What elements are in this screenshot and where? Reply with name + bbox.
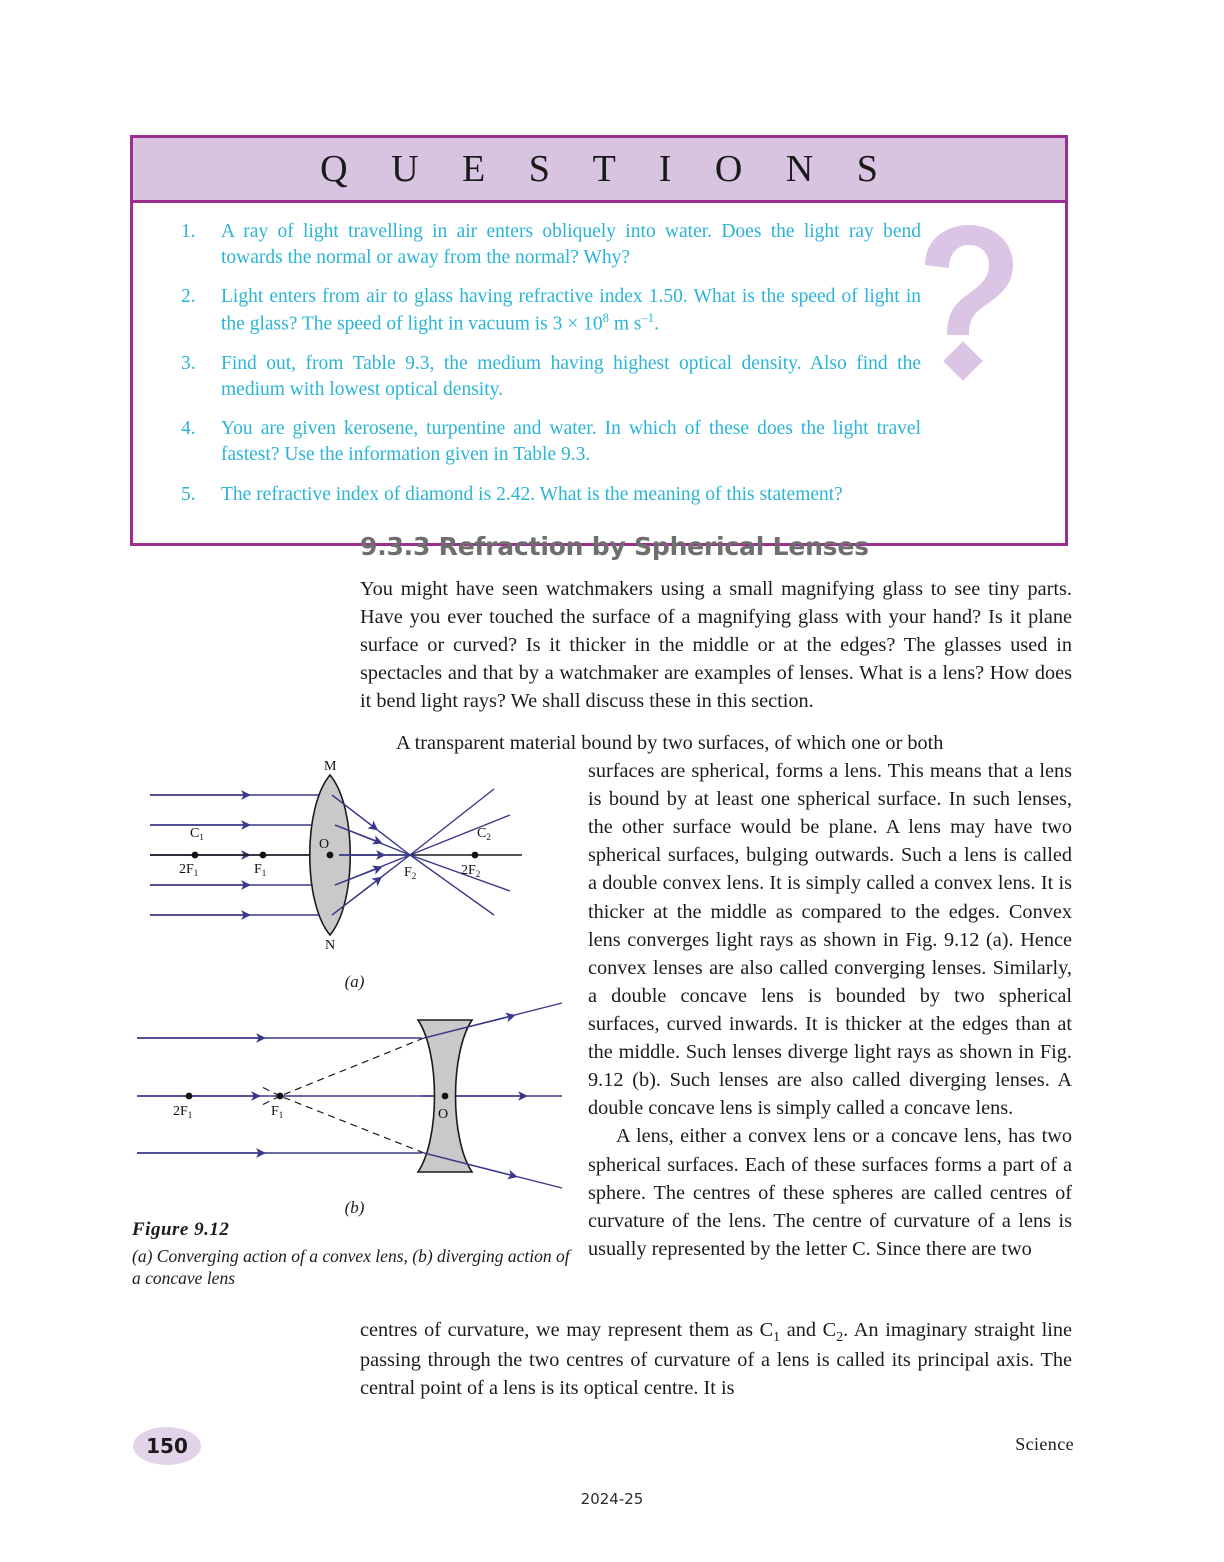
exponent: –1 bbox=[641, 311, 655, 326]
figure-9-12 bbox=[132, 757, 577, 1218]
label-O: O bbox=[319, 837, 330, 852]
question-text-part: m s bbox=[608, 313, 642, 335]
paragraph-lens-types: surfaces are spherical, forms a lens. This means that a lens is bound by at least one spherical surface. In such lenses, the other surface would be plane. A lens may have two spherical surfaces, bulging outwards. Such a lens is called a double convex lens. It is simply called a convex lens. It is thicker at the middle as compared to the edges. Convex lens converges light rays as shown in Fig. 9.12 (a). Hence convex lenses are also called converging lenses. Similarly, a double concave lens is bounded by two spherical surfaces, curved inwards. It is thicker at the edges than at the middle. Such lenses diverge light rays as shown in Fig. 9.12 (b). Such lenses are also called diverging lenses. A double concave lens is simply called a concave lens. bbox=[588, 760, 1072, 1120]
question-number: 5. bbox=[181, 483, 196, 505]
paragraph-principal-axis bbox=[360, 1316, 1072, 1402]
paragraph-intro: You might have seen watchmakers using a small magnifying glass to see tiny parts. Have you ever touched the surface of a magnifying glass with your hand? Is it plane surface or curved? Is it thicker in the middle or at the edges? The glasses used in spectacles and that by a watchmaker are examples of lenses. What is a lens? How does it bend light rays? We shall discuss these in this section. bbox=[360, 578, 1072, 713]
question-text: A ray of light travelling in air enters obliquely into water. Does the light ray bend towards the normal or away from the normal? Why? bbox=[221, 221, 921, 269]
page-number-badge: 150 bbox=[133, 1427, 201, 1465]
subscript: 1 bbox=[773, 1329, 781, 1345]
question-text: Find out, from Table 9.3, the medium having highest optical density. Also find the medium with lowest optical density. bbox=[221, 353, 921, 401]
figure-sublabel-b: (b) bbox=[344, 1198, 365, 1217]
questions-list bbox=[133, 203, 1065, 543]
paragraph-part: and C bbox=[780, 1319, 837, 1341]
figure-sublabel-a: (a) bbox=[344, 972, 365, 991]
label-F1: $F_1$ bbox=[271, 1104, 284, 1120]
question-item bbox=[159, 284, 1035, 338]
question-number: 3. bbox=[181, 353, 196, 374]
paragraph-part: centres of curvature, we may represent them as C bbox=[360, 1319, 774, 1341]
label-C1: $C_1$ bbox=[190, 826, 204, 842]
question-item bbox=[159, 351, 1035, 403]
question-text: The refractive index of diamond is 2.42. What is the meaning of this statement? bbox=[221, 483, 843, 505]
concave-lens-diagram bbox=[132, 998, 577, 1193]
figure-caption bbox=[132, 1218, 572, 1290]
label-2F1: $2F_1$ bbox=[173, 1104, 193, 1120]
question-item bbox=[159, 416, 1035, 468]
questions-header bbox=[133, 138, 1065, 203]
question-item bbox=[159, 219, 1035, 271]
subscript: 2 bbox=[836, 1329, 844, 1345]
question-text-part: . bbox=[654, 313, 659, 335]
question-number: 1. bbox=[181, 221, 196, 242]
label-N: N bbox=[325, 938, 336, 953]
question-number: 4. bbox=[181, 418, 196, 440]
footer-year: 2024-25 bbox=[580, 1490, 644, 1508]
label-C2: $C_2$ bbox=[477, 826, 491, 842]
paragraph-part: . An imaginary straight line passing through the two centres of curvature of a lens is called its principal axis. The central point of a lens is its optical centre. It is bbox=[360, 1319, 1072, 1400]
questions-title: Q U E S T I O N S bbox=[320, 148, 895, 190]
question-text bbox=[221, 284, 921, 338]
convex-lens-diagram bbox=[132, 757, 577, 967]
right-column-text bbox=[588, 757, 1072, 1263]
label-2F2: $2F_2$ bbox=[461, 863, 481, 879]
paragraph-lens-definition-start: A transparent material bound by two surfaces, of which one or both bbox=[396, 732, 944, 754]
paragraph-centres-of-curvature: A lens, either a convex lens or a concave lens, has two spherical surfaces. Each of these surfaces forms a part of a sphere. The centres of these spheres are called centres of curvature of the lens. The centre of curvature of a lens is usually represented by the letter C. Since there are two bbox=[588, 1125, 1072, 1260]
label-F2: $F_2$ bbox=[404, 865, 417, 881]
question-number: 2. bbox=[181, 286, 196, 308]
questions-box bbox=[130, 135, 1068, 546]
section-heading: 9.3.3 Refraction by Spherical Lenses bbox=[360, 532, 869, 561]
exponent: 8 bbox=[602, 311, 609, 326]
label-O: O bbox=[438, 1107, 449, 1122]
label-F1: $F_1$ bbox=[254, 862, 267, 878]
label-2F1: $2F_1$ bbox=[179, 862, 199, 878]
footer-subject: Science bbox=[1015, 1434, 1074, 1454]
question-text: You are given kerosene, turpentine and water. In which of these does the light travel fastest? Use the information given in Table 9.3. bbox=[221, 418, 921, 466]
figure-caption-title: Figure 9.12 bbox=[132, 1219, 230, 1240]
question-text-part: Light enters from air to glass having refractive index 1.50. What is the speed of light in the glass? The speed of light in vacuum is 3 × 10 bbox=[221, 286, 921, 335]
figure-caption-text: (a) Converging action of a convex lens, (b) diverging action of a concave lens bbox=[132, 1245, 570, 1289]
question-item bbox=[159, 482, 1035, 508]
label-M: M bbox=[324, 759, 337, 774]
